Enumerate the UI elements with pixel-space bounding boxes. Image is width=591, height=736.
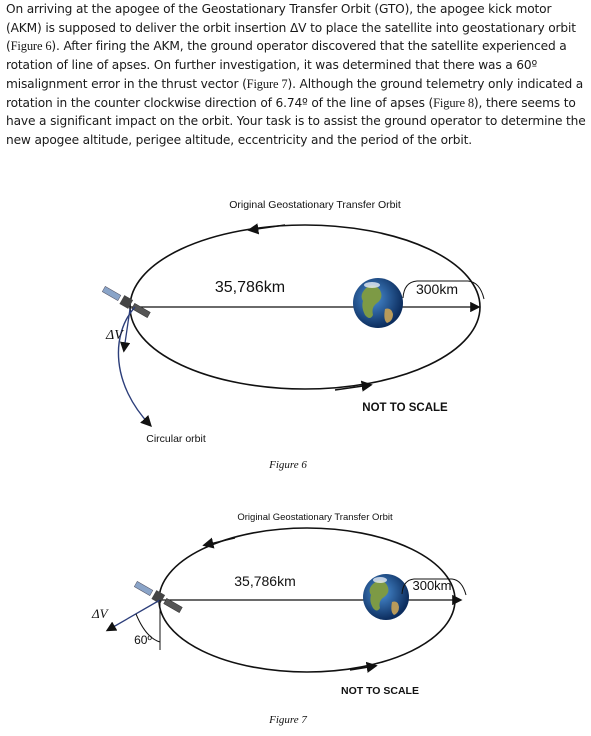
figure6-caption: Figure 6 (269, 459, 307, 471)
angle-label: 60º (134, 633, 152, 647)
figure7-title: Original Geostationary Transfer Orbit (237, 512, 393, 523)
earth-icon (363, 574, 409, 620)
figure6-ref: Figure 6 (10, 39, 52, 54)
delta-v-label: ΔV (92, 606, 108, 621)
figure8-ref: Figure 8 (433, 95, 474, 110)
satellite-icon (133, 580, 183, 615)
delta-v-label: ΔV (106, 328, 123, 343)
figure-6 (0, 185, 591, 485)
perigee-distance-label: 300km (412, 578, 452, 593)
figure7-ref: Figure 7 (246, 76, 288, 91)
not-to-scale-note: NOT TO SCALE (341, 685, 419, 697)
perigee-distance-label: 300km (415, 281, 459, 297)
circular-orbit-label: Circular orbit (146, 433, 206, 445)
delta-v-arrow (108, 600, 160, 630)
apogee-distance-label: 35,786km (214, 279, 286, 296)
intro-text-2: ). After firing the AKM, the ground operator discovered that the satellite experienced a rotation of line of apses. On further investigation, it was determined that there was a 60º misalignment error in the thrust vector ( (6, 39, 567, 91)
figure7-caption: Figure 7 (269, 714, 307, 726)
orbit-direction-arrow (205, 538, 235, 545)
intro-text-4: ), there seems to have a significant impact on the orbit. Your task is to assist the ground operator to determine the new apogee altitude, perigee altitude, eccentricity and the period of the orbit. (6, 95, 586, 147)
intro-text-3: ). Although the ground telemetry only indicated a rotation in the counter clockwise direction of 6.74º of the line of apses ( (6, 76, 584, 110)
apogee-distance-label: 35,786km (234, 573, 296, 589)
figure6-title: Original Geostationary Transfer Orbit (229, 199, 401, 211)
delta-v-arrow (124, 309, 130, 350)
orbit-direction-arrow (250, 225, 285, 230)
intro-text-1: On arriving at the apogee of the Geostationary Transfer Orbit (GTO), the apogee kick motor (AKM) is supposed to deliver the orbit insertion ΔV to place the satellite into geostationary orbit ( (6, 2, 576, 54)
earth-icon (353, 278, 403, 328)
satellite-icon (101, 285, 151, 320)
figure-7 (0, 500, 591, 736)
not-to-scale-note: NOT TO SCALE (362, 402, 448, 414)
intro-paragraph (6, 0, 586, 150)
